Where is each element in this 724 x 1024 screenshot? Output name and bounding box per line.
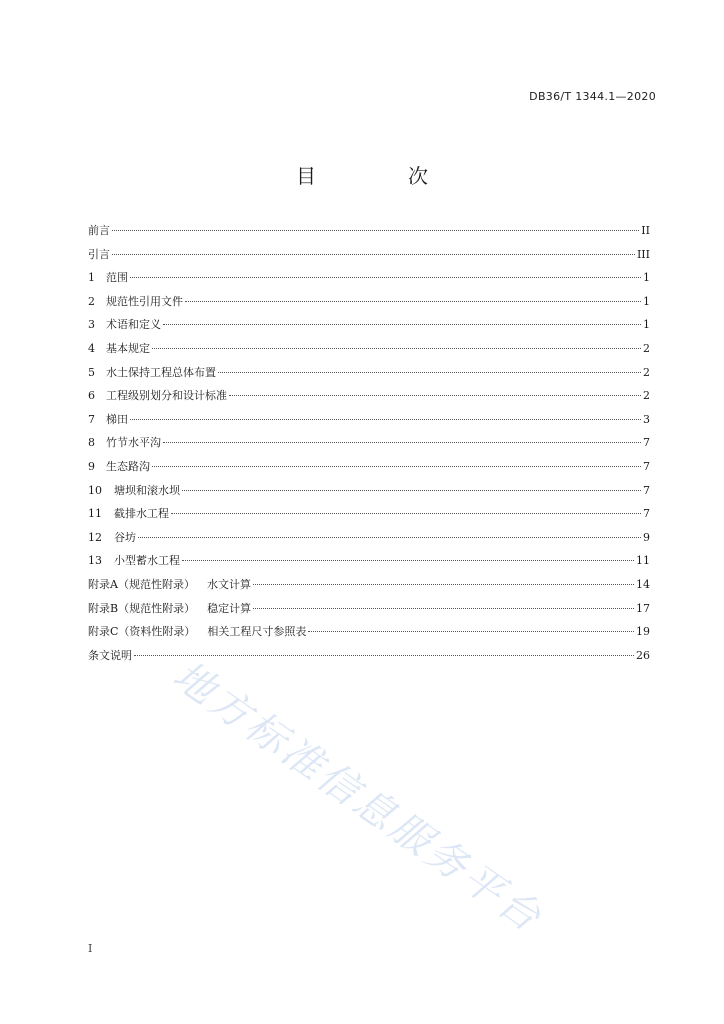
toc-entry-title: 基本规定 (106, 341, 150, 355)
toc-entry-label (88, 384, 227, 408)
toc-entry-number: 11 (88, 507, 102, 521)
toc-entry-number: 9 (88, 459, 95, 473)
toc-entry-number: 附录B（规范性附录） (88, 601, 196, 615)
toc-leader-dots (163, 442, 641, 443)
toc-entry[interactable] (88, 219, 650, 243)
page-title: 目 次 (296, 164, 464, 188)
toc-entry-page: 2 (643, 389, 650, 403)
toc-entry-number: 附录A（规范性附录） (88, 577, 195, 591)
toc-entry[interactable] (88, 597, 650, 621)
watermark: 地方标准信息服务平台 (164, 652, 552, 943)
toc-entry-title: 条文说明 (88, 648, 132, 662)
toc-entry-title: 稳定计算 (207, 601, 252, 615)
toc-entry[interactable] (88, 479, 650, 503)
toc-entry-number: 1 (88, 271, 95, 285)
toc-entry-page: 7 (643, 483, 650, 497)
toc-leader-dots (218, 372, 641, 373)
toc-entry[interactable] (88, 337, 650, 361)
toc-entry-page: 9 (643, 530, 650, 544)
toc-leader-dots (229, 395, 641, 396)
toc-entry[interactable] (88, 431, 650, 455)
toc-entry-title: 竹节水平沟 (106, 436, 161, 450)
toc-entry-number: 8 (88, 436, 95, 450)
toc-entry-title: 水土保持工程总体布置 (106, 365, 216, 379)
toc-leader-dots (130, 277, 641, 278)
toc-entry-title: 水文计算 (206, 577, 251, 591)
toc-entry-page: 7 (643, 459, 650, 473)
toc-entry-number: 10 (88, 483, 102, 497)
toc-leader-dots (152, 466, 641, 467)
toc-leader-dots (152, 348, 641, 349)
toc-entry[interactable] (88, 266, 650, 290)
toc-entry-label (88, 431, 161, 455)
toc-entry[interactable] (88, 384, 650, 408)
toc-entry-title: 范围 (106, 271, 128, 285)
toc-entry-number: 5 (88, 365, 95, 379)
toc-entry-title: 工程级别划分和设计标准 (106, 389, 227, 403)
toc-entry-label (88, 502, 169, 526)
toc-entry[interactable] (88, 408, 650, 432)
toc-leader-dots (138, 537, 641, 538)
toc-entry-page: 14 (636, 577, 650, 591)
toc-entry-title: 塘坝和滚水坝 (114, 483, 180, 497)
toc-entry-title: 术语和定义 (106, 318, 161, 332)
toc-entry-page: II (641, 224, 650, 237)
standard-code: DB36/T 1344.1—2020 (529, 90, 656, 103)
toc-entry-page: III (636, 247, 650, 261)
toc-entry-page: 19 (636, 625, 650, 639)
toc-entry-page: 2 (643, 365, 650, 379)
toc-entry-page: 1 (643, 318, 650, 332)
toc-entry-number: 6 (88, 389, 95, 403)
toc-entry-title: 引言 (88, 247, 110, 261)
toc-leader-dots (134, 655, 634, 656)
toc-entry-label (88, 573, 251, 597)
toc-entry-label (88, 313, 161, 337)
toc-entry-number: 12 (88, 530, 102, 544)
toc-entry[interactable] (88, 644, 650, 668)
toc-entry-label (88, 243, 110, 267)
toc-entry[interactable] (88, 313, 650, 337)
toc-entry-number: 2 (88, 294, 95, 308)
toc-leader-dots (112, 230, 639, 231)
toc-entry-title: 梯田 (106, 412, 128, 426)
toc-entry-label (88, 549, 180, 573)
toc-entry[interactable] (88, 455, 650, 479)
toc-entry-label (88, 479, 180, 503)
footer-page-number: I (88, 942, 93, 955)
toc-entry-title: 截排水工程 (114, 507, 169, 521)
toc-entry-label (88, 290, 183, 314)
toc-leader-dots (308, 631, 634, 632)
toc-leader-dots (185, 301, 641, 302)
toc-entry-label (88, 408, 128, 432)
toc-entry-title: 小型蓄水工程 (114, 554, 180, 568)
toc-entry-number: 3 (88, 318, 95, 332)
toc-leader-dots (253, 608, 634, 609)
toc-entry-page: 11 (636, 554, 650, 568)
toc-leader-dots (182, 560, 634, 561)
toc-leader-dots (182, 490, 641, 491)
toc-entry-page: 17 (636, 601, 650, 615)
toc-entry-title: 生态路沟 (106, 459, 150, 473)
toc-entry-number: 4 (88, 341, 95, 355)
toc-entry-page: 1 (643, 294, 650, 308)
toc-entry-title: 规范性引用文件 (106, 294, 183, 308)
toc-leader-dots (112, 254, 635, 255)
toc-entry[interactable] (88, 502, 650, 526)
toc-entry-page: 3 (643, 412, 650, 426)
toc-entry[interactable] (88, 290, 650, 314)
toc-entry-label (88, 526, 136, 550)
toc-entry[interactable] (88, 361, 650, 385)
toc-entry-label (88, 266, 128, 290)
toc-entry-page: 1 (643, 271, 650, 285)
toc-entry-label (88, 361, 216, 385)
toc-entry-label (88, 337, 150, 361)
toc-entry-title: 相关工程尺寸参照表 (207, 625, 307, 639)
toc-entry[interactable] (88, 526, 650, 550)
toc-entry-page: 26 (636, 648, 650, 662)
toc-entry-page: 7 (643, 507, 650, 521)
toc-entry-label (88, 597, 251, 621)
toc-entry-number: 附录C（资料性附录） (88, 625, 196, 639)
toc-entry-label (88, 219, 110, 243)
toc-entry-number: 13 (88, 554, 102, 568)
toc-leader-dots (171, 513, 641, 514)
toc-entry[interactable] (88, 549, 650, 573)
toc-entry-title: 前言 (88, 224, 110, 237)
toc-entry-title: 谷坊 (114, 530, 136, 544)
toc-leader-dots (253, 584, 634, 585)
toc-leader-dots (130, 419, 641, 420)
toc-entry-page: 7 (643, 436, 650, 450)
toc-entry[interactable] (88, 243, 650, 267)
toc-entry[interactable] (88, 573, 650, 597)
toc-entry-label (88, 620, 306, 644)
toc-entry-label (88, 455, 150, 479)
table-of-contents (88, 219, 650, 667)
toc-entry[interactable] (88, 620, 650, 644)
toc-entry-number: 7 (88, 412, 95, 426)
toc-entry-label (88, 644, 132, 668)
toc-entry-page: 2 (643, 341, 650, 355)
toc-leader-dots (163, 324, 641, 325)
